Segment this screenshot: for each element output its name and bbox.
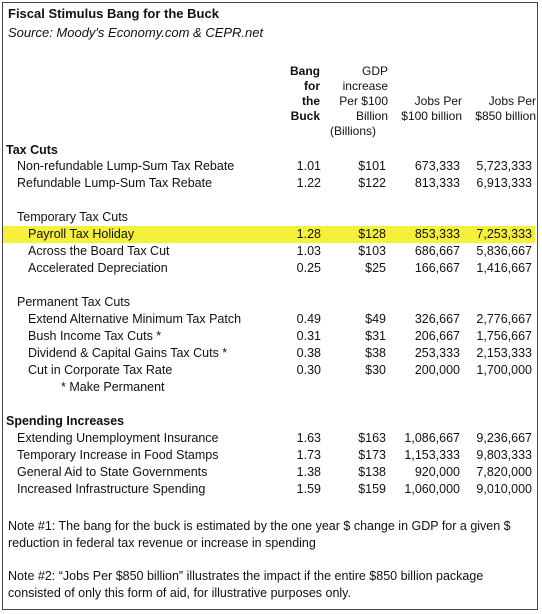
cell-gdp: $128	[358, 227, 386, 241]
cell-gdp: $122	[358, 176, 386, 190]
cell-bang: 1.59	[296, 482, 321, 496]
table-row	[3, 430, 535, 447]
row-label: Refundable Lump-Sum Tax Rebate	[17, 176, 213, 190]
header-bang-for-buck: Bang for the Buck	[290, 64, 320, 123]
row-label: Accelerated Depreciation	[28, 261, 168, 275]
row-label: Bush Income Tax Cuts *	[28, 329, 162, 343]
group-label-row	[3, 379, 535, 396]
cell-gdp: $138	[358, 465, 386, 479]
table-row	[3, 481, 535, 498]
cell-gdp: $31	[365, 329, 386, 343]
table-row	[3, 328, 535, 345]
row-label: Increased Infrastructure Spending	[17, 482, 206, 496]
cell-bang: 1.38	[296, 465, 321, 479]
header-gdp-increase: GDP increase Per $100 Billion (Billions)	[329, 64, 388, 138]
row-label: Dividend & Capital Gains Tax Cuts *	[28, 346, 228, 360]
cell-jobs-100b: 1,086,667	[404, 431, 460, 445]
cell-jobs-100b: 673,333	[414, 159, 460, 173]
row-label: Temporary Increase in Food Stamps	[17, 448, 219, 462]
cell-jobs-850b: 1,756,667	[476, 329, 532, 343]
note-2: Note #2: “Jobs Per $850 billion” illustrates the impact if the entire $850 billion package consisted of only this form of aid, for illustrative purposes only.	[8, 569, 484, 600]
group-label-row	[3, 294, 535, 311]
cell-jobs-850b: 5,723,333	[476, 159, 532, 173]
cell-jobs-850b: 1,416,667	[476, 261, 532, 275]
table-row	[3, 345, 535, 362]
cell-gdp: $30	[365, 363, 386, 377]
header-jobs-per-850b: Jobs Per $850 billion	[475, 94, 536, 123]
cell-gdp: $163	[358, 431, 386, 445]
cell-jobs-100b: 253,333	[414, 346, 460, 360]
section-header-row	[3, 142, 535, 159]
cell-jobs-850b: 7,253,333	[476, 227, 532, 241]
cell-bang: 1.63	[296, 431, 321, 445]
row-label: Across the Board Tax Cut	[28, 244, 170, 258]
cell-jobs-850b: 1,700,000	[476, 363, 532, 377]
cell-jobs-100b: 326,667	[414, 312, 460, 326]
cell-bang: 1.01	[296, 159, 321, 173]
table-row	[3, 447, 535, 464]
cell-jobs-100b: 166,667	[414, 261, 460, 275]
cell-gdp: $101	[358, 159, 386, 173]
cell-bang: 0.31	[296, 329, 321, 343]
cell-bang: 1.28	[296, 227, 321, 241]
table-row	[3, 226, 535, 243]
cell-jobs-100b: 920,000	[414, 465, 460, 479]
table-row	[3, 260, 535, 277]
cell-bang: 0.25	[296, 261, 321, 275]
header-jobs-per-100b: Jobs Per $100 billion	[401, 94, 462, 123]
row-label: Non-refundable Lump-Sum Tax Rebate	[17, 159, 235, 173]
table-row	[3, 362, 535, 379]
cell-jobs-850b: 9,236,667	[476, 431, 532, 445]
row-label: Extend Alternative Minimum Tax Patch	[28, 312, 242, 326]
cell-jobs-850b: 9,803,333	[476, 448, 532, 462]
cell-jobs-100b: 853,333	[414, 227, 460, 241]
cell-bang: 0.30	[296, 363, 321, 377]
cell-jobs-850b: 7,820,000	[476, 465, 532, 479]
table-row	[3, 158, 535, 175]
row-label: Cut in Corporate Tax Rate	[28, 363, 173, 377]
group-label-row	[3, 209, 535, 226]
cell-jobs-850b: 5,836,667	[476, 244, 532, 258]
table-row	[3, 175, 535, 192]
table-title: Fiscal Stimulus Bang for the Buck	[8, 6, 219, 21]
cell-jobs-850b: 2,153,333	[476, 346, 532, 360]
section-header-row	[3, 413, 535, 430]
cell-jobs-100b: 813,333	[414, 176, 460, 190]
cell-bang: 1.22	[296, 176, 321, 190]
row-label: Spending Increases	[6, 414, 125, 428]
row-label: Temporary Tax Cuts	[17, 210, 128, 224]
cell-jobs-100b: 200,000	[414, 363, 460, 377]
cell-jobs-100b: 686,667	[414, 244, 460, 258]
table-row	[3, 464, 535, 481]
cell-bang: 0.38	[296, 346, 321, 360]
cell-bang: 1.73	[296, 448, 321, 462]
row-label: Extending Unemployment Insurance	[17, 431, 219, 445]
cell-jobs-100b: 1,060,000	[404, 482, 460, 496]
cell-gdp: $25	[365, 261, 386, 275]
row-label: Payroll Tax Holiday	[28, 227, 135, 241]
cell-gdp: $49	[365, 312, 386, 326]
cell-jobs-850b: 9,010,000	[476, 482, 532, 496]
table-source: Source: Moody's Economy.com & CEPR.net	[8, 25, 264, 40]
cell-jobs-850b: 6,913,333	[476, 176, 532, 190]
cell-jobs-850b: 2,776,667	[476, 312, 532, 326]
cell-gdp: $173	[358, 448, 386, 462]
note-1: Note #1: The bang for the buck is estimated by the one year $ change in GDP for a given $ reduction in federal tax revenue or increase in spending	[8, 519, 511, 550]
row-label: * Make Permanent	[61, 380, 165, 394]
table-row	[3, 243, 535, 260]
row-label: Permanent Tax Cuts	[17, 295, 131, 309]
cell-gdp: $159	[358, 482, 386, 496]
cell-gdp: $38	[365, 346, 386, 360]
row-label: General Aid to State Governments	[17, 465, 208, 479]
cell-jobs-100b: 206,667	[414, 329, 460, 343]
cell-gdp: $103	[358, 244, 386, 258]
row-label: Tax Cuts	[6, 143, 58, 157]
cell-bang: 0.49	[296, 312, 321, 326]
table-row	[3, 311, 535, 328]
cell-bang: 1.03	[296, 244, 321, 258]
cell-jobs-100b: 1,153,333	[404, 448, 460, 462]
